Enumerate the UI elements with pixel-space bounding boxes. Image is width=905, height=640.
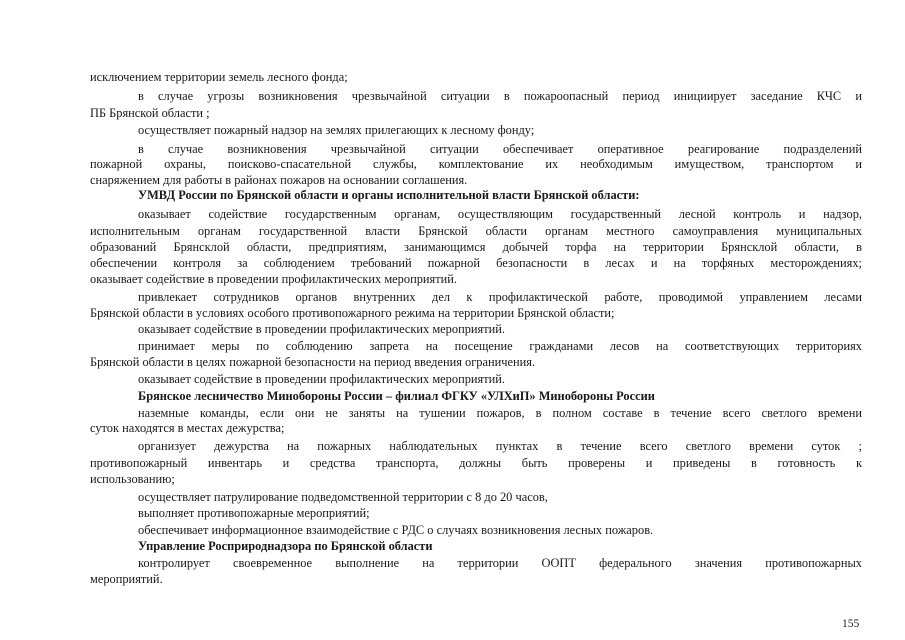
text-line: исключением территории земель лесного фонда; [90, 70, 348, 84]
text-line: принимает меры по соблюдению запрета на посещение гражданами лесов на соответствующих территориях [138, 339, 862, 353]
text-line: противопожарный инвентарь и средства транспорта, должны быть проверены и приведены в готовность к [90, 456, 862, 470]
text-line: оказывает содействие в проведении профилактических мероприятий. [90, 272, 457, 286]
text-line: использованию; [90, 472, 175, 486]
text-line: выполняет противопожарные мероприятий; [138, 506, 370, 520]
text-line: ПБ Брянской области ; [90, 106, 210, 120]
text-line: организует дежурства на пожарных наблюдательных пунктах в течение всего светлого времени суток ; [138, 439, 862, 453]
text-line: Брянской области в условиях особого противопожарного режима на территории Брянской области; [90, 306, 615, 320]
text-line: оказывает содействие в проведении профилактических мероприятий. [138, 372, 505, 386]
text-line: исполнительным органам государственной власти Брянской области органам местного самоуправления муниципальных [90, 224, 862, 238]
text-line: обеспечивает информационное взаимодействие с РДС о случаях возникновения лесных пожаров. [138, 523, 654, 537]
text-line: осуществляет пожарный надзор на землях прилегающих к лесному фонду; [138, 123, 535, 137]
text-line: в случае возникновения чрезвычайной ситуации обеспечивает оперативное реагирование подразделений [138, 142, 862, 156]
section-heading: УМВД России по Брянской области и органы исполнительной власти Брянской области: [138, 188, 640, 202]
text-line: образований Брянсклой области, предприятиям, занимающимся добычей торфа на территории Брянсклой области, в [90, 240, 862, 254]
text-line: привлекает сотрудников органов внутренних дел к профилактической работе, проводимой управлением лесами [138, 290, 862, 304]
text-line: мероприятий. [90, 572, 163, 586]
text-line: суток находятся в местах дежурства; [90, 421, 285, 435]
text-line: в случае угрозы возникновения чрезвычайной ситуации в пожароопасный период инициирует заседание КЧС и [138, 89, 862, 103]
text-line: осуществляет патрулирование подведомственной территории с 8 до 20 часов, [138, 490, 548, 504]
text-line: снаряжением для работы в районах пожаров на основании соглашения. [90, 173, 468, 187]
text-line: обеспечении контроля за соблюдением требований пожарной безопасности в лесах и на торфяных месторождениях; [90, 256, 862, 270]
page-number: 155 [842, 618, 860, 630]
text-line: контролирует своевременное выполнение на территории ООПТ федерального значения противопожарных [138, 556, 862, 570]
section-heading: Управление Росприроднадзора по Брянской области [138, 539, 433, 553]
text-line: наземные команды, если они не заняты на тушении пожаров, в полном составе в течение всего светлого времени [138, 406, 862, 420]
text-line: оказывает содействие в проведении профилактических мероприятий. [138, 322, 505, 336]
text-line: Брянской области в целях пожарной безопасности на период введения ограничения. [90, 355, 536, 369]
text-line: оказывает содействие государственным органам, осуществляющим государственный лесной контроль и надзор, [138, 207, 862, 221]
section-heading: Брянское лесничество Минобороны России – филиал ФГКУ «УЛХиП» Минобороны России [138, 389, 655, 403]
text-line: пожарной охраны, поисково-спасательной службы, комплектование их необходимым имуществом, транспортом и [90, 157, 862, 171]
